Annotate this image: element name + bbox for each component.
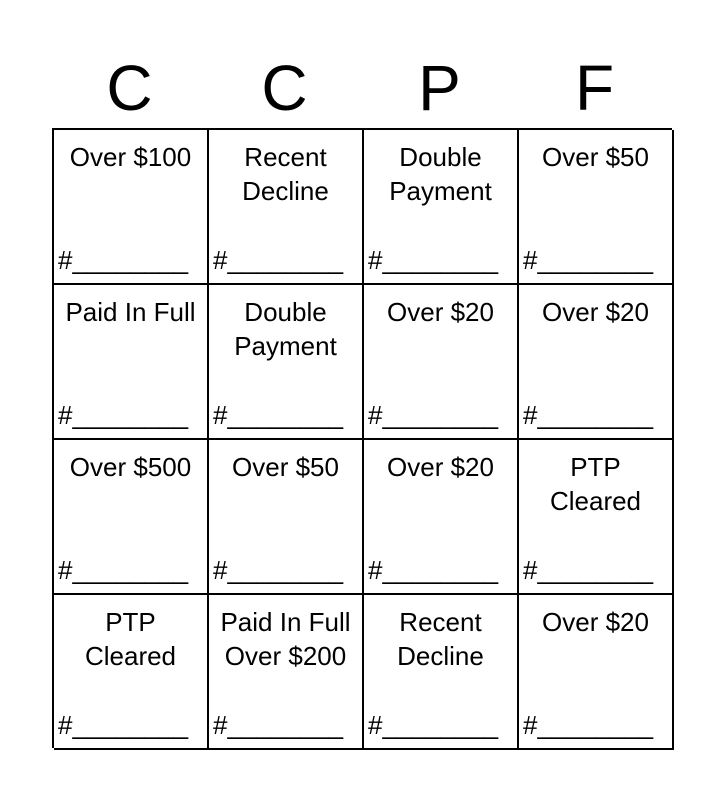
- bingo-cell[interactable]: [364, 440, 519, 595]
- cell-label: Over $50: [232, 452, 339, 482]
- cell-number-blank: #________: [523, 245, 654, 275]
- cell-label: Over $20: [542, 297, 649, 327]
- cell-label: Paid In Full Over $200: [220, 607, 351, 671]
- bingo-cell[interactable]: [519, 285, 674, 440]
- cell-number-blank: #________: [368, 400, 499, 430]
- bingo-cell[interactable]: [519, 130, 674, 285]
- bingo-board: [52, 128, 672, 748]
- cell-label: Over $100: [69, 142, 192, 172]
- cell-label: Over $500: [69, 452, 192, 482]
- header-letter: F: [574, 52, 615, 124]
- cell-number-blank: #________: [523, 400, 654, 430]
- bingo-cell[interactable]: [209, 595, 364, 750]
- cell-number-blank: #________: [368, 245, 499, 275]
- bingo-cell[interactable]: [54, 595, 209, 750]
- cell-number-blank: #________: [213, 400, 344, 430]
- cell-label: Recent Decline: [397, 607, 484, 671]
- header-letter: P: [418, 52, 461, 124]
- cell-number-blank: #________: [368, 710, 499, 740]
- cell-number-blank: #________: [58, 400, 189, 430]
- cell-number-blank: #________: [213, 245, 344, 275]
- bingo-header: [52, 48, 672, 128]
- cell-number-blank: #________: [523, 555, 654, 585]
- bingo-cell[interactable]: [209, 285, 364, 440]
- bingo-cell[interactable]: [364, 130, 519, 285]
- bingo-cell[interactable]: [364, 595, 519, 750]
- cell-label: PTP Cleared: [84, 607, 177, 671]
- bingo-cell[interactable]: [54, 130, 209, 285]
- cell-label: Over $20: [387, 297, 494, 327]
- cell-number-blank: #________: [368, 555, 499, 585]
- cell-number-blank: #________: [213, 555, 344, 585]
- header-letter: C: [261, 52, 308, 124]
- cell-number-blank: #________: [58, 710, 189, 740]
- cell-label: PTP Cleared: [549, 452, 642, 516]
- cell-label: Recent Decline: [242, 142, 329, 206]
- cell-label: Over $20: [542, 607, 649, 637]
- bingo-cell[interactable]: [519, 440, 674, 595]
- cell-number-blank: #________: [58, 555, 189, 585]
- cell-label: Over $20: [387, 452, 494, 482]
- cell-label: Over $50: [542, 142, 649, 172]
- bingo-cell[interactable]: [209, 440, 364, 595]
- cell-number-blank: #________: [523, 710, 654, 740]
- header-letter: C: [106, 52, 153, 124]
- cell-number-blank: #________: [213, 710, 344, 740]
- cell-label: Paid In Full: [65, 297, 196, 327]
- cell-label: Double Payment: [389, 142, 492, 206]
- cell-number-blank: #________: [58, 245, 189, 275]
- cell-label: Double Payment: [234, 297, 337, 361]
- bingo-cell[interactable]: [54, 440, 209, 595]
- bingo-cell[interactable]: [54, 285, 209, 440]
- bingo-cell[interactable]: [519, 595, 674, 750]
- bingo-cell[interactable]: [364, 285, 519, 440]
- bingo-cell[interactable]: [209, 130, 364, 285]
